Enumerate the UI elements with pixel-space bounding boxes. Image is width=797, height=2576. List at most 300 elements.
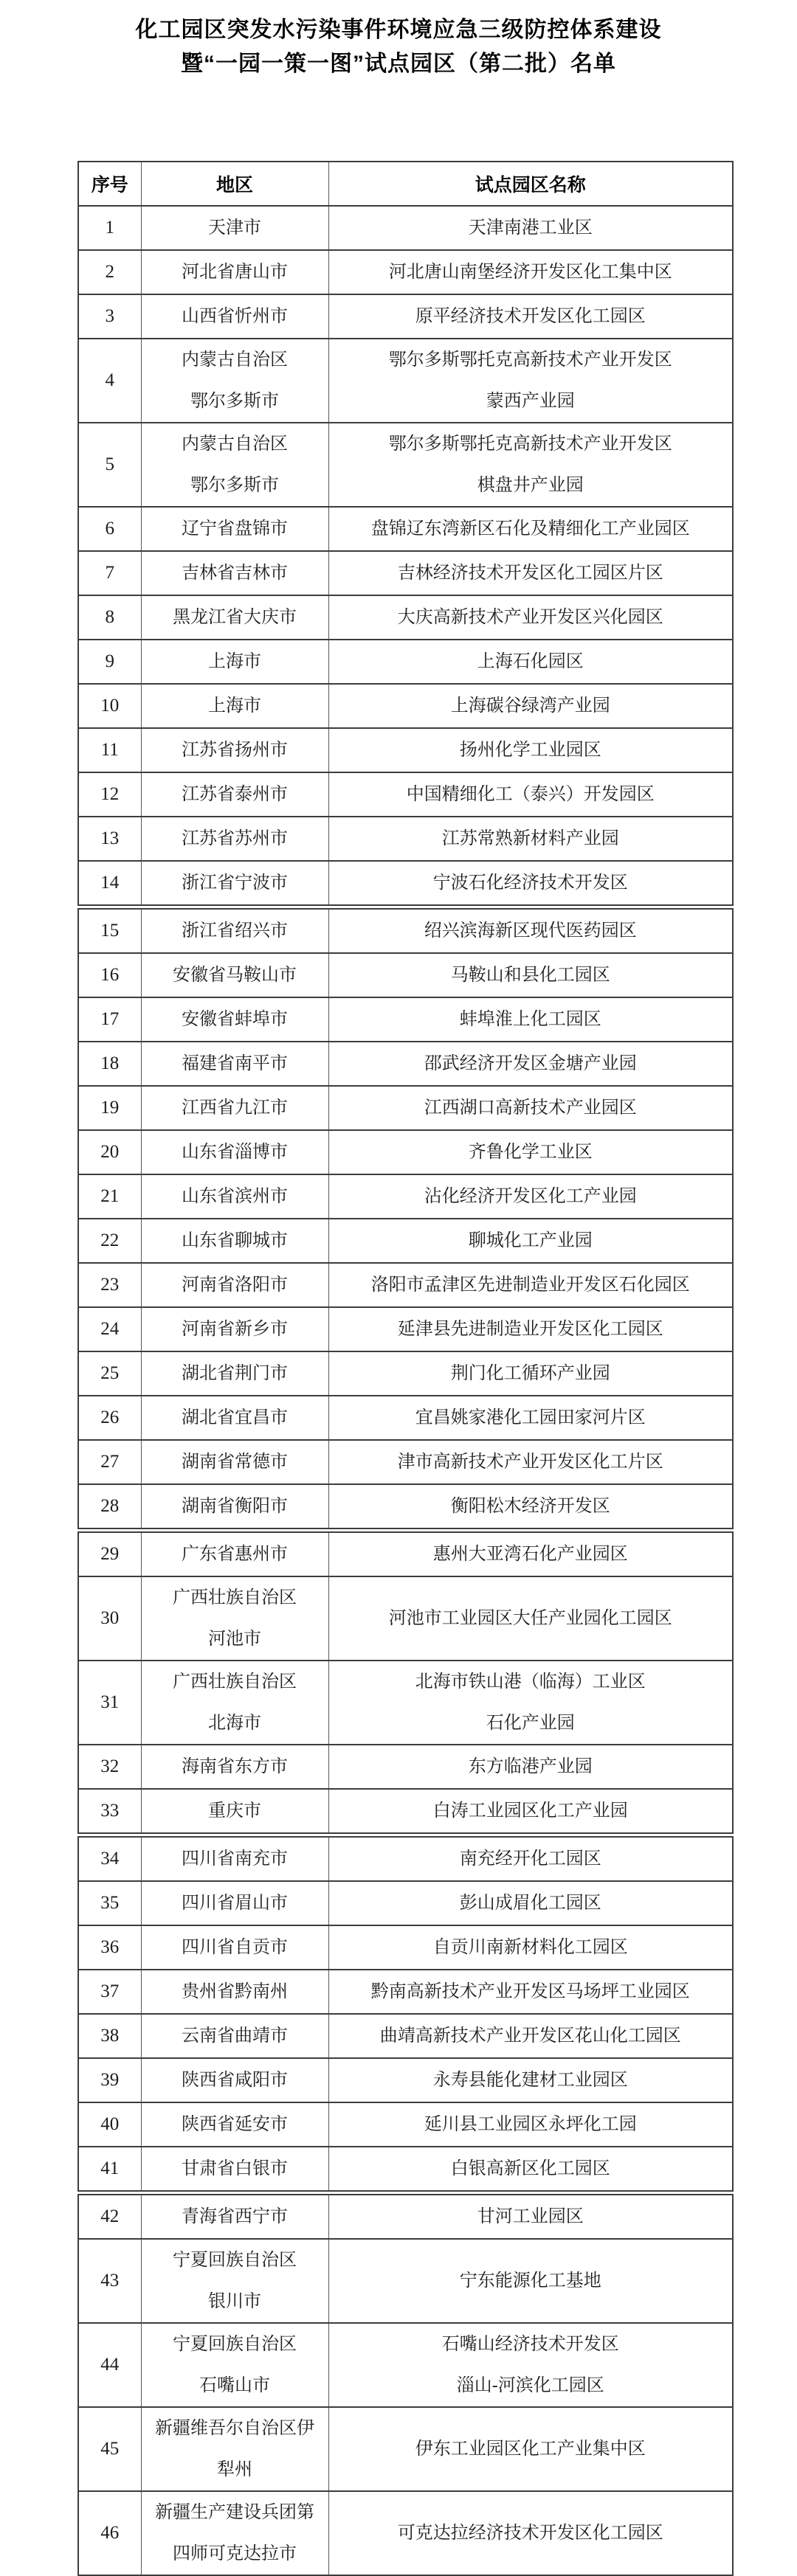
cell-text-line: 35 bbox=[100, 1893, 120, 1913]
region-cell bbox=[141, 1661, 328, 1745]
serial-number-cell bbox=[78, 1263, 141, 1307]
cell-text-line: 14 bbox=[100, 873, 120, 893]
park-name-cell bbox=[328, 1351, 733, 1396]
park-name-cell bbox=[328, 551, 733, 595]
cell-text-line: 湖北省荆门市 bbox=[182, 1364, 288, 1383]
park-name-cell bbox=[328, 1745, 733, 1789]
table-row bbox=[78, 250, 733, 294]
park-name-cell bbox=[328, 2239, 733, 2323]
table-row bbox=[78, 817, 733, 861]
cell-text-line: 蒙西产业园 bbox=[486, 392, 575, 411]
cell-text-line: 10 bbox=[100, 696, 120, 716]
cell-text-line: 洛阳市孟津区先进制造业开发区石化园区 bbox=[370, 1275, 690, 1295]
region-cell bbox=[141, 1440, 328, 1484]
park-name-cell bbox=[328, 423, 733, 507]
table-row bbox=[78, 2491, 733, 2575]
cell-text-line: 12 bbox=[100, 784, 120, 804]
cell-text-line: 犁州 bbox=[217, 2460, 252, 2479]
serial-number-cell bbox=[78, 2491, 141, 2575]
table-row bbox=[78, 1440, 733, 1484]
cell-text-line: 29 bbox=[100, 1544, 120, 1564]
cell-text-line: 山东省滨州市 bbox=[182, 1187, 288, 1206]
cell-text-line: 江西省九江市 bbox=[182, 1098, 288, 1118]
cell-text-line: 中国精细化工（泰兴）开发园区 bbox=[406, 785, 655, 804]
region-cell bbox=[141, 2323, 328, 2407]
serial-number-cell bbox=[78, 294, 141, 339]
region-cell bbox=[141, 953, 328, 997]
cell-text-line: 齐鲁化学工业区 bbox=[468, 1143, 593, 1162]
serial-number-cell bbox=[78, 1531, 141, 1577]
park-name-cell bbox=[328, 1925, 733, 1970]
cell-text-line: 宁夏回族自治区 bbox=[173, 2335, 297, 2354]
cell-text-line: 四师可克达拉市 bbox=[173, 2544, 297, 2563]
cell-text-line: 吉林经济技术开发区化工园区片区 bbox=[397, 564, 663, 583]
cell-text-line: 马鞍山和县化工园区 bbox=[450, 966, 610, 985]
cell-text-line: 北海市 bbox=[208, 1714, 261, 1733]
cell-text-line: 30 bbox=[100, 1608, 120, 1628]
serial-number-cell bbox=[78, 861, 141, 907]
cell-text-line: 9 bbox=[105, 651, 114, 671]
cell-text-line: 白涛工业园区化工产业园 bbox=[432, 1801, 628, 1821]
cell-text-line: 石嘴山经济技术开发区 bbox=[441, 2335, 619, 2354]
cell-text-line: 安徽省马鞍山市 bbox=[173, 966, 297, 985]
cell-text-line: 7 bbox=[105, 563, 114, 583]
park-name-cell bbox=[328, 507, 733, 551]
cell-text-line: 黑龙江省大庆市 bbox=[173, 608, 297, 627]
region-cell bbox=[141, 1174, 328, 1219]
table-row bbox=[78, 339, 733, 423]
serial-number-cell bbox=[78, 2323, 141, 2407]
cell-text-line: 鄂尔多斯市 bbox=[190, 392, 279, 411]
table-row bbox=[78, 1086, 733, 1130]
cell-text-line: 湖北省宜昌市 bbox=[182, 1408, 288, 1427]
serial-number-cell bbox=[78, 1576, 141, 1661]
cell-text-line: 宁夏回族自治区 bbox=[173, 2251, 297, 2270]
serial-number-cell bbox=[78, 206, 141, 250]
cell-text-line: 扬州化学工业园区 bbox=[459, 741, 601, 760]
cell-text-line: 山西省忻州市 bbox=[182, 307, 288, 326]
cell-text-line: 江苏常熟新材料产业园 bbox=[441, 829, 619, 848]
cell-text-line: 云南省曲靖市 bbox=[182, 2026, 288, 2046]
region-cell bbox=[141, 1130, 328, 1174]
region-cell bbox=[141, 250, 328, 294]
cell-text-line: 银川市 bbox=[208, 2292, 261, 2311]
table-row bbox=[78, 2407, 733, 2491]
cell-text-line: 45 bbox=[100, 2439, 120, 2459]
serial-number-cell bbox=[78, 817, 141, 861]
park-name-cell bbox=[328, 2014, 733, 2058]
table-row bbox=[78, 640, 733, 684]
region-cell bbox=[141, 206, 328, 250]
serial-number-cell bbox=[78, 1881, 141, 1925]
cell-text-line: 四川省南充市 bbox=[182, 1849, 288, 1869]
park-name-cell bbox=[328, 728, 733, 772]
park-name-cell bbox=[328, 1086, 733, 1130]
cell-text-line: 吉林省吉林市 bbox=[182, 564, 288, 583]
park-name-cell bbox=[328, 2147, 733, 2193]
serial-number-cell bbox=[78, 507, 141, 551]
cell-text-line: 邵武经济开发区金塘产业园 bbox=[424, 1054, 637, 1073]
serial-number-cell bbox=[78, 1042, 141, 1086]
cell-text-line: 2 bbox=[105, 262, 114, 282]
cell-text-line: 上海碳谷绿湾产业园 bbox=[450, 696, 610, 716]
table-row bbox=[78, 1881, 733, 1925]
park-name-cell bbox=[328, 595, 733, 640]
cell-text-line: 延津县先进制造业开发区化工园区 bbox=[397, 1320, 663, 1339]
serial-number-cell bbox=[78, 997, 141, 1042]
park-name-cell bbox=[328, 1970, 733, 2014]
cell-text-line: 甘肃省白银市 bbox=[182, 2159, 288, 2178]
serial-number-cell bbox=[78, 1789, 141, 1835]
park-name-cell bbox=[328, 1531, 733, 1577]
cell-text-line: 16 bbox=[100, 965, 120, 985]
cell-text-line: 河南省洛阳市 bbox=[182, 1275, 288, 1295]
table-row bbox=[78, 2102, 733, 2147]
serial-number-cell bbox=[78, 2014, 141, 2058]
cell-text-line: 石化产业园 bbox=[486, 1714, 575, 1733]
cell-text-line: 26 bbox=[100, 1408, 120, 1427]
serial-number-cell bbox=[78, 1086, 141, 1130]
header-serial-number: 序号 bbox=[78, 162, 141, 206]
region-cell bbox=[141, 507, 328, 551]
region-cell bbox=[141, 2102, 328, 2147]
cell-text-line: 广东省惠州市 bbox=[182, 1545, 288, 1564]
park-name-cell bbox=[328, 2058, 733, 2102]
cell-text-line: 43 bbox=[100, 2271, 120, 2291]
table-row bbox=[78, 1042, 733, 1086]
cell-text-line: 江苏省泰州市 bbox=[182, 785, 288, 804]
table-row bbox=[78, 1925, 733, 1970]
cell-text-line: 5 bbox=[105, 454, 114, 474]
park-name-cell bbox=[328, 339, 733, 423]
park-name-cell bbox=[328, 1130, 733, 1174]
table-row bbox=[78, 1263, 733, 1307]
region-cell bbox=[141, 1351, 328, 1396]
cell-text-line: 3 bbox=[105, 306, 114, 326]
cell-text-line: 42 bbox=[100, 2206, 120, 2226]
park-name-cell bbox=[328, 1440, 733, 1484]
serial-number-cell bbox=[78, 2239, 141, 2323]
region-cell bbox=[141, 817, 328, 861]
region-cell bbox=[141, 1789, 328, 1835]
region-cell bbox=[141, 1970, 328, 2014]
serial-number-cell bbox=[78, 1396, 141, 1440]
park-name-cell bbox=[328, 2323, 733, 2407]
table-row bbox=[78, 1130, 733, 1174]
region-cell bbox=[141, 861, 328, 907]
cell-text-line: 24 bbox=[100, 1319, 120, 1339]
table-row bbox=[78, 206, 733, 250]
region-cell bbox=[141, 339, 328, 423]
region-cell bbox=[141, 1484, 328, 1531]
document-title bbox=[0, 0, 797, 81]
cell-text-line: 22 bbox=[100, 1230, 120, 1250]
cell-text-line: 南充经开化工园区 bbox=[459, 1849, 601, 1869]
park-name-cell bbox=[328, 997, 733, 1042]
cell-text-line: 32 bbox=[100, 1756, 120, 1776]
serial-number-cell bbox=[78, 728, 141, 772]
park-name-cell bbox=[328, 772, 733, 817]
park-name-cell bbox=[328, 1396, 733, 1440]
document-title-line-2: 暨“一园一策一图”试点园区（第二批）名单 bbox=[181, 52, 616, 76]
cell-text-line: 13 bbox=[100, 828, 120, 848]
header-region: 地区 bbox=[141, 162, 328, 206]
table-row bbox=[78, 551, 733, 595]
serial-number-cell bbox=[78, 684, 141, 728]
cell-text-line: 18 bbox=[100, 1053, 120, 1073]
region-cell bbox=[141, 2058, 328, 2102]
table-row bbox=[78, 1661, 733, 1745]
region-cell bbox=[141, 1219, 328, 1263]
region-cell bbox=[141, 595, 328, 640]
park-name-cell bbox=[328, 1881, 733, 1925]
park-name-cell bbox=[328, 684, 733, 728]
cell-text-line: 湖南省衡阳市 bbox=[182, 1497, 288, 1516]
table-row bbox=[78, 423, 733, 507]
cell-text-line: 天津南港工业区 bbox=[468, 218, 593, 238]
cell-text-line: 28 bbox=[100, 1496, 120, 1516]
park-name-cell bbox=[328, 1219, 733, 1263]
serial-number-cell bbox=[78, 339, 141, 423]
region-cell bbox=[141, 728, 328, 772]
serial-number-cell bbox=[78, 1925, 141, 1970]
park-name-cell bbox=[328, 250, 733, 294]
park-name-cell bbox=[328, 2193, 733, 2240]
cell-text-line: 伊东工业园区化工产业集中区 bbox=[415, 2440, 646, 2459]
region-cell bbox=[141, 772, 328, 817]
cell-text-line: 11 bbox=[100, 740, 119, 760]
serial-number-cell bbox=[78, 1307, 141, 1351]
park-name-cell bbox=[328, 1042, 733, 1086]
cell-text-line: 惠州大亚湾石化产业园区 bbox=[432, 1545, 628, 1564]
region-cell bbox=[141, 1835, 328, 1882]
park-name-cell bbox=[328, 1263, 733, 1307]
park-name-cell bbox=[328, 1576, 733, 1661]
table-row bbox=[78, 1307, 733, 1351]
cell-text-line: 绍兴滨海新区现代医药园区 bbox=[424, 921, 637, 941]
cell-text-line: 河北省唐山市 bbox=[182, 263, 288, 282]
park-name-cell bbox=[328, 294, 733, 339]
cell-text-line: 鄂尔多斯鄂托克高新技术产业开发区 bbox=[388, 350, 672, 370]
cell-text-line: 安徽省蚌埠市 bbox=[182, 1010, 288, 1029]
table-row bbox=[78, 1970, 733, 2014]
region-cell bbox=[141, 1531, 328, 1577]
cell-text-line: 上海市 bbox=[208, 696, 261, 716]
cell-text-line: 40 bbox=[100, 2114, 120, 2134]
cell-text-line: 44 bbox=[100, 2355, 120, 2375]
serial-number-cell bbox=[78, 2193, 141, 2240]
table-header-row bbox=[78, 162, 733, 206]
table-row bbox=[78, 1789, 733, 1835]
cell-text-line: 永寿县能化建材工业园区 bbox=[432, 2071, 628, 2090]
region-cell bbox=[141, 1576, 328, 1661]
serial-number-cell bbox=[78, 2102, 141, 2147]
cell-text-line: 15 bbox=[100, 921, 120, 941]
park-name-cell bbox=[328, 953, 733, 997]
cell-text-line: 江苏省苏州市 bbox=[182, 829, 288, 848]
cell-text-line: 宁东能源化工基地 bbox=[459, 2271, 601, 2291]
cell-text-line: 内蒙古自治区 bbox=[182, 434, 288, 454]
table-row bbox=[78, 728, 733, 772]
table-row bbox=[78, 2014, 733, 2058]
cell-text-line: 重庆市 bbox=[208, 1801, 261, 1821]
cell-text-line: 37 bbox=[100, 1981, 120, 2001]
cell-text-line: 东方临港产业园 bbox=[468, 1757, 593, 1776]
cell-text-line: 淄山-河滨化工园区 bbox=[456, 2376, 604, 2395]
table-row bbox=[78, 1396, 733, 1440]
table-row bbox=[78, 684, 733, 728]
region-cell bbox=[141, 1925, 328, 1970]
cell-text-line: 贵州省黔南州 bbox=[182, 1982, 288, 2001]
serial-number-cell bbox=[78, 1661, 141, 1745]
table-row bbox=[78, 2193, 733, 2240]
cell-text-line: 大庆高新技术产业开发区兴化园区 bbox=[397, 608, 663, 627]
park-name-cell bbox=[328, 206, 733, 250]
table-row bbox=[78, 2239, 733, 2323]
table-row bbox=[78, 294, 733, 339]
table-row bbox=[78, 595, 733, 640]
cell-text-line: 宜昌姚家港化工园田家河片区 bbox=[415, 1408, 646, 1427]
table-row bbox=[78, 1219, 733, 1263]
cell-text-line: 北海市铁山港（临海）工业区 bbox=[415, 1672, 646, 1692]
region-cell bbox=[141, 2147, 328, 2193]
region-cell bbox=[141, 1881, 328, 1925]
serial-number-cell bbox=[78, 1745, 141, 1789]
region-cell bbox=[141, 2407, 328, 2491]
cell-text-line: 36 bbox=[100, 1937, 120, 1957]
cell-text-line: 湖南省常德市 bbox=[182, 1453, 288, 1472]
park-name-cell bbox=[328, 1789, 733, 1835]
cell-text-line: 33 bbox=[100, 1801, 120, 1821]
region-cell bbox=[141, 1263, 328, 1307]
cell-text-line: 聊城化工产业园 bbox=[468, 1231, 593, 1250]
park-name-cell bbox=[328, 861, 733, 907]
cell-text-line: 蚌埠淮上化工园区 bbox=[459, 1010, 601, 1029]
region-cell bbox=[141, 2491, 328, 2575]
table-row bbox=[78, 1745, 733, 1789]
document-title-line-1: 化工园区突发水污染事件环境应急三级防控体系建设 bbox=[135, 18, 662, 42]
cell-text-line: 浙江省宁波市 bbox=[182, 873, 288, 893]
cell-text-line: 河南省新乡市 bbox=[182, 1320, 288, 1339]
cell-text-line: 原平经济技术开发区化工园区 bbox=[415, 307, 646, 326]
region-cell bbox=[141, 2239, 328, 2323]
serial-number-cell bbox=[78, 1130, 141, 1174]
cell-text-line: 江苏省扬州市 bbox=[182, 741, 288, 760]
cell-text-line: 石嘴山市 bbox=[199, 2376, 270, 2395]
cell-text-line: 鄂尔多斯鄂托克高新技术产业开发区 bbox=[388, 434, 672, 454]
region-cell bbox=[141, 1307, 328, 1351]
table-row bbox=[78, 2058, 733, 2102]
serial-number-cell bbox=[78, 907, 141, 954]
cell-text-line: 曲靖高新技术产业开发区花山化工园区 bbox=[379, 2026, 681, 2046]
cell-text-line: 41 bbox=[100, 2158, 120, 2178]
cell-text-line: 1 bbox=[105, 218, 114, 238]
serial-number-cell bbox=[78, 2147, 141, 2193]
serial-number-cell bbox=[78, 1484, 141, 1531]
region-cell bbox=[141, 684, 328, 728]
region-cell bbox=[141, 1745, 328, 1789]
region-cell bbox=[141, 1042, 328, 1086]
park-name-cell bbox=[328, 1835, 733, 1882]
park-name-cell bbox=[328, 2491, 733, 2575]
cell-text-line: 棋盘井产业园 bbox=[477, 476, 584, 495]
cell-text-line: 天津市 bbox=[208, 218, 261, 238]
cell-text-line: 21 bbox=[100, 1186, 120, 1206]
cell-text-line: 20 bbox=[100, 1142, 120, 1162]
park-name-cell bbox=[328, 1661, 733, 1745]
table-row bbox=[78, 997, 733, 1042]
table-row bbox=[78, 1351, 733, 1396]
serial-number-cell bbox=[78, 953, 141, 997]
cell-text-line: 广西壮族自治区 bbox=[173, 1672, 297, 1692]
cell-text-line: 荆门化工循环产业园 bbox=[450, 1364, 610, 1383]
park-name-cell bbox=[328, 640, 733, 684]
cell-text-line: 四川省自贡市 bbox=[182, 1938, 288, 1957]
cell-text-line: 河池市 bbox=[208, 1630, 261, 1649]
cell-text-line: 江西湖口高新技术产业园区 bbox=[424, 1098, 637, 1118]
cell-text-line: 辽宁省盘锦市 bbox=[182, 519, 288, 539]
table-row bbox=[78, 1531, 733, 1577]
table-row bbox=[78, 2323, 733, 2407]
cell-text-line: 19 bbox=[100, 1098, 120, 1118]
cell-text-line: 陕西省延安市 bbox=[182, 2115, 288, 2134]
cell-text-line: 17 bbox=[100, 1009, 120, 1029]
cell-text-line: 上海市 bbox=[208, 652, 261, 671]
cell-text-line: 新疆生产建设兵团第 bbox=[155, 2503, 314, 2522]
region-cell bbox=[141, 997, 328, 1042]
cell-text-line: 黔南高新技术产业开发区马场坪工业园区 bbox=[370, 1982, 690, 2001]
cell-text-line: 沾化经济开发区化工产业园 bbox=[424, 1187, 637, 1206]
cell-text-line: 31 bbox=[100, 1692, 120, 1712]
serial-number-cell bbox=[78, 423, 141, 507]
table-row bbox=[78, 1835, 733, 1882]
header-park-name: 试点园区名称 bbox=[328, 162, 733, 206]
cell-text-line: 山东省聊城市 bbox=[182, 1231, 288, 1250]
cell-text-line: 自贡川南新材料化工园区 bbox=[432, 1938, 628, 1957]
region-cell bbox=[141, 2014, 328, 2058]
cell-text-line: 6 bbox=[105, 519, 114, 539]
cell-text-line: 青海省西宁市 bbox=[182, 2207, 288, 2226]
table-row bbox=[78, 1484, 733, 1531]
region-cell bbox=[141, 1396, 328, 1440]
serial-number-cell bbox=[78, 1351, 141, 1396]
cell-text-line: 广西壮族自治区 bbox=[173, 1588, 297, 1607]
cell-text-line: 可克达拉经济技术开发区化工园区 bbox=[397, 2524, 663, 2543]
serial-number-cell bbox=[78, 2407, 141, 2491]
cell-text-line: 河池市工业园区大任产业园化工园区 bbox=[388, 1609, 672, 1628]
park-name-cell bbox=[328, 1307, 733, 1351]
serial-number-cell bbox=[78, 1174, 141, 1219]
region-cell bbox=[141, 423, 328, 507]
cell-text-line: 甘河工业园区 bbox=[477, 2207, 584, 2226]
table-row bbox=[78, 1576, 733, 1661]
table-row bbox=[78, 907, 733, 954]
table-row bbox=[78, 953, 733, 997]
serial-number-cell bbox=[78, 551, 141, 595]
cell-text-line: 盘锦辽东湾新区石化及精细化工产业园区 bbox=[370, 519, 690, 539]
serial-number-cell bbox=[78, 1440, 141, 1484]
park-name-cell bbox=[328, 2102, 733, 2147]
cell-text-line: 34 bbox=[100, 1849, 120, 1869]
cell-text-line: 彭山成眉化工园区 bbox=[459, 1894, 601, 1913]
park-name-cell bbox=[328, 1174, 733, 1219]
region-cell bbox=[141, 1086, 328, 1130]
cell-text-line: 宁波石化经济技术开发区 bbox=[432, 873, 628, 893]
cell-text-line: 津市高新技术产业开发区化工片区 bbox=[397, 1453, 663, 1472]
cell-text-line: 4 bbox=[105, 370, 114, 390]
cell-text-line: 23 bbox=[100, 1275, 120, 1295]
cell-text-line: 39 bbox=[100, 2070, 120, 2090]
